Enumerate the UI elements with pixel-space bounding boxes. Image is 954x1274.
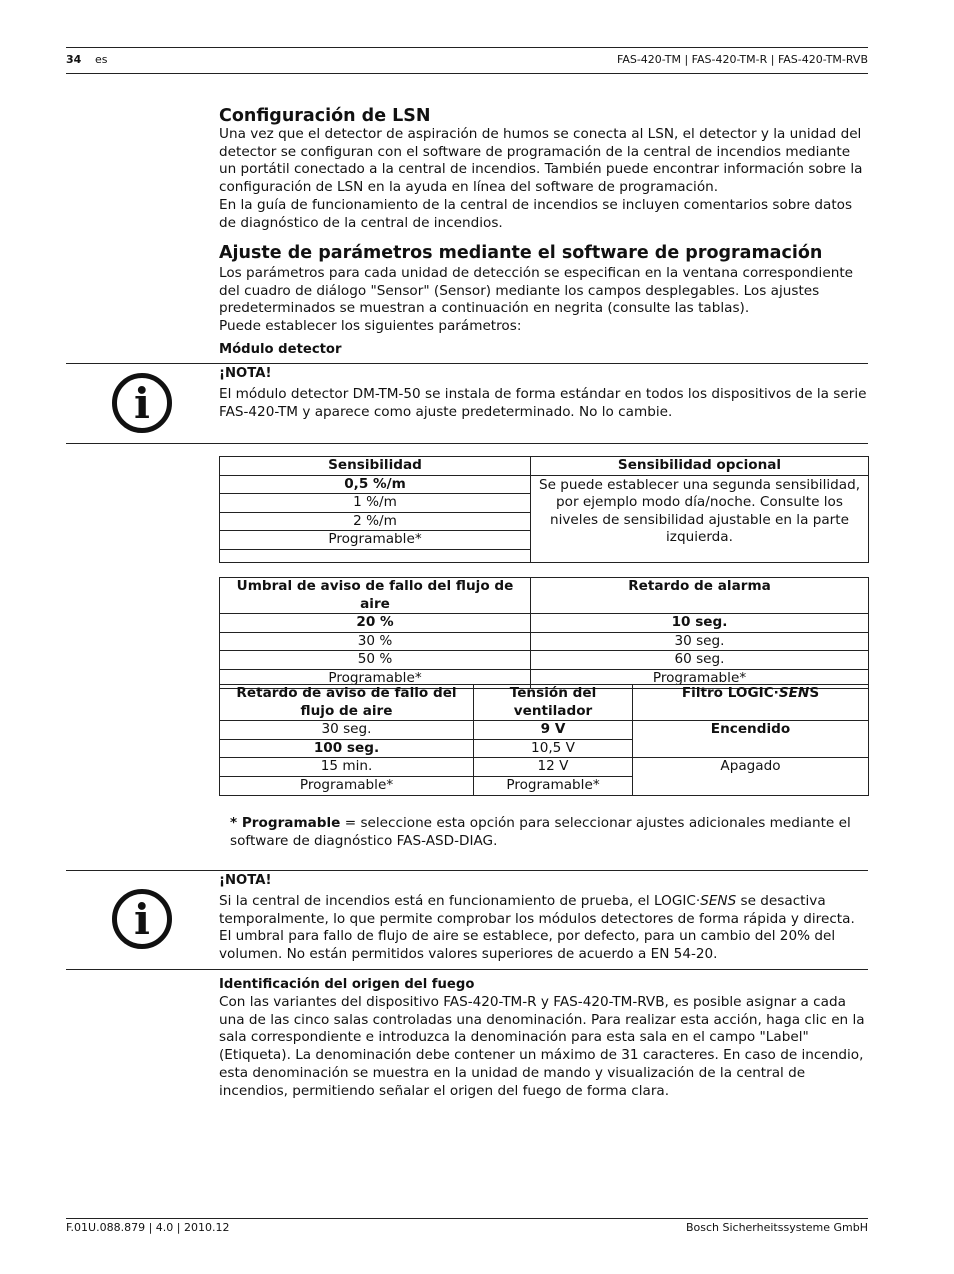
header-bottom-rule (66, 73, 868, 74)
info-icon: i (112, 889, 172, 949)
table-cell-empty (220, 549, 531, 562)
table-cell: Programable* (220, 531, 531, 550)
table3-filter-off: Apagado (633, 758, 869, 795)
table3-header-fan-voltage: Tensión del ventilador (474, 685, 633, 721)
section3-text: Con las variantes del dispositivo FAS-420-TM-R y FAS-420-TM-RVB, es posible asignar a cada una de las cinco salas controladas una denominación. Para realizar esta acción, haga clic en la sala correspondiente e introduzca la denominación para esta sala en el campo "Label" (Etiqueta). La denominación debe contener un máximo de 31 caracteres. En caso de incendio, esta denominación se muestra en la unidad de mando y visualización de la central de incendios, permitiendo señalar el origen del fuego de forma clara. (219, 994, 865, 1099)
table-cell: 30 seg. (531, 632, 869, 651)
section-title-lsn-config: Configuración de LSN (219, 106, 431, 126)
table1-optional-text: Se puede establecer una segunda sensibilidad, por ejemplo modo día/noche. Consulte los niveles de sensibilidad ajustable en la parte izquierda. (531, 475, 869, 562)
table2-header-alarm-delay: Retardo de alarma (531, 578, 869, 614)
programmable-footnote (230, 815, 860, 850)
table-cell: 1 %/m (220, 494, 531, 513)
section1-body (219, 126, 869, 232)
table-cell: 20 % (220, 614, 531, 633)
subheading-fire-origin: Identificación del origen del fuego (219, 977, 475, 992)
section-title-parameters: Ajuste de parámetros mediante el software de programación (219, 243, 823, 263)
section2-paragraph-2: Puede establecer los siguientes parámetros: (219, 318, 522, 335)
table-cell: 30 seg. (220, 721, 474, 740)
note2-title: ¡NOTA! (219, 873, 272, 888)
note1-top-rule (66, 363, 868, 364)
product-title: FAS-420-TM | FAS-420-TM-R | FAS-420-TM-RVB (617, 53, 868, 66)
section1-paragraph-2: En la guía de funcionamiento de la central de incendios se incluyen comentarios sobre datos de diagnóstico de la central de incendios. (219, 196, 853, 231)
subheading-detector-module: Módulo detector (219, 342, 342, 357)
footnote-text: = seleccione esta opción para seleccionar ajustes adicionales mediante el software de diagnóstico FAS-ASD-DIAG. (230, 815, 851, 849)
table-cell: Programable* (474, 776, 633, 795)
table-cell: 100 seg. (220, 739, 474, 758)
table-cell: 10,5 V (474, 739, 633, 758)
section2-paragraph-1: Los parámetros para cada unidad de detección se especifican en la ventana correspondiente del cuadro de diálogo "Sensor" (Sensor) mediante los campos desplegables. Los ajustes predeterminados se muestran a continuación en negrita (consulte las tablas). (219, 265, 854, 317)
info-icon: i (112, 373, 172, 433)
section2-body (219, 265, 869, 336)
note2-bottom-rule (66, 969, 868, 970)
page-number: 34 (66, 53, 82, 66)
table-cell: 9 V (474, 721, 633, 740)
table-cell: 50 % (220, 651, 531, 670)
footnote-bold: * Programable (230, 815, 341, 831)
header-top-rule (66, 47, 868, 48)
table-cell: Programable* (220, 669, 531, 688)
table1-header-sensitivity: Sensibilidad (220, 457, 531, 476)
section1-paragraph-1: Una vez que el detector de aspiración de humos se conecta al LSN, el detector y la unidad del detector se configuran con el software de programación de la central de incendios mediante un portátil conectado a la central de incendios. También puede encontrar información sobre la configuración de LSN en la ayuda en línea del software de programación. (219, 126, 863, 196)
table-cell: 30 % (220, 632, 531, 651)
table-cell: Programable* (531, 669, 869, 688)
table3-filter-on: Encendido (633, 721, 869, 758)
footer-rule (66, 1218, 868, 1219)
table-cell: Programable* (220, 776, 474, 795)
footer-doc-id: F.01U.088.879 | 4.0 | 2010.12 (66, 1221, 230, 1234)
note1-text: El módulo detector DM-TM-50 se instala de forma estándar en todos los dispositivos de la serie FAS-420-TM y aparece como ajuste predeterminado. No lo cambie. (219, 386, 867, 420)
language-code: es (95, 53, 108, 66)
table-cell: 2 %/m (220, 512, 531, 531)
table-cell: 15 min. (220, 758, 474, 777)
sensitivity-table (219, 456, 869, 563)
table3-header-delay: Retardo de aviso de fallo del flujo de aire (220, 685, 474, 721)
airflow-delay-table (219, 684, 869, 796)
table3-header-logic-filter: Filtro LOGIC·SENS (633, 685, 869, 721)
table-cell: 0,5 %/m (220, 475, 531, 494)
note2-top-rule (66, 870, 868, 871)
note1-title: ¡NOTA! (219, 366, 272, 381)
airflow-threshold-table (219, 577, 869, 689)
note2-text: Si la central de incendios está en funcionamiento de prueba, el LOGIC·SENS se desactiva temporalmente, lo que permite comprobar los módulos detectores de forma rápida y directa. El umbral para fallo de flujo de aire se establece, por defecto, para un cambio del 20% del volumen. No están permitidos valores superiores de acuerdo a EN 54-20. (219, 893, 855, 963)
table-cell: 12 V (474, 758, 633, 777)
table-cell: 60 seg. (531, 651, 869, 670)
footer-company: Bosch Sicherheitssysteme GmbH (685, 1221, 868, 1234)
table1-header-optional: Sensibilidad opcional (531, 457, 869, 476)
table-cell: 10 seg. (531, 614, 869, 633)
note1-bottom-rule (66, 443, 868, 444)
table2-header-threshold: Umbral de aviso de fallo del flujo de aire (220, 578, 531, 614)
